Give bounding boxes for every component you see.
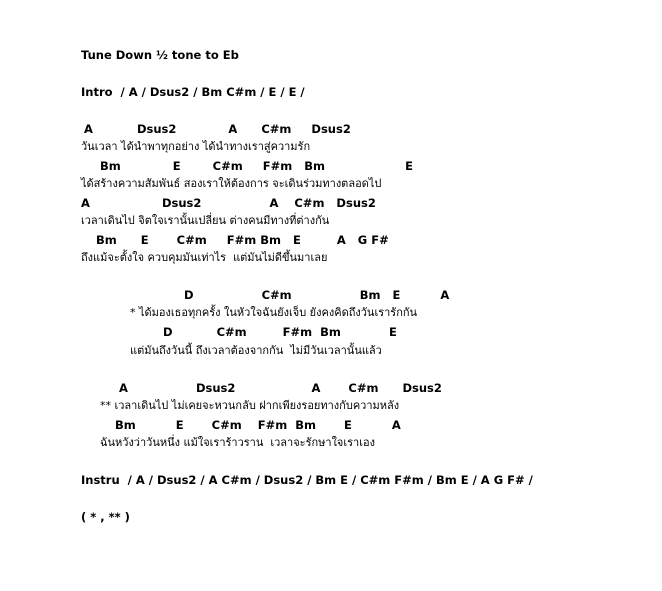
chord-line: Bm E C#m F#m Bm E [100,159,413,173]
tuning-note: Tune Down ½ tone to Eb [81,48,239,62]
intro-chords: Intro / A / Dsus2 / Bm C#m / E / E / [81,85,305,99]
lyric-line: * ได้มองเธอทุกครั้ง ในหัวใจฉันยังเจ็บ ยังคงคิดถึงวันเรารักกัน [130,306,418,319]
chord-line: A Dsus2 A C#m Dsus2 [84,122,351,136]
chord-line: D C#m F#m Bm E [163,325,397,339]
lyric-line: ถึงแม้จะตั้งใจ ควบคุมมันเท่าไร แต่มันไม่ดีขึ้นมาเลย [81,251,328,264]
repeat-marker: ( * , ** ) [81,510,130,524]
lyric-line: เวลาเดินไป จิตใจเรานั้นเปลี่ยน ต่างคนมีทางที่ต่างกัน [81,214,330,227]
chord-line: D C#m Bm E A [184,288,450,302]
lyric-line: แต่มันถึงวันนี้ ถึงเวลาต้องจากกัน ไม่มีวันเวลานั้นแล้ว [130,344,382,357]
chord-line: A Dsus2 A C#m Dsus2 [119,381,442,395]
instrumental-chords: Instru / A / Dsus2 / A C#m / Dsus2 / Bm E / C#m F#m / Bm E / A G F# / [81,473,533,487]
lyric-line: ได้สร้างความสัมพันธ์ สองเราให้ต้องการ จะเดินร่วมทางตลอดไป [81,177,382,190]
chord-line: A Dsus2 A C#m Dsus2 [81,196,376,210]
lyric-line: วันเวลา ได้นำพาทุกอย่าง ได้นำทางเราสู่ความรัก [81,140,311,153]
lyric-line: ฉันหวังว่าวันหนึ่ง แม้ใจเราร้าวราน เวลาจะรักษาใจเราเอง [100,436,375,449]
lyric-line: ** เวลาเดินไป ไม่เคยจะหวนกลับ ฝากเพียงรอยทางกับความหลัง [100,399,400,412]
chord-line: Bm E C#m F#m Bm E A G F# [96,233,389,247]
chord-line: Bm E C#m F#m Bm E A [115,418,401,432]
